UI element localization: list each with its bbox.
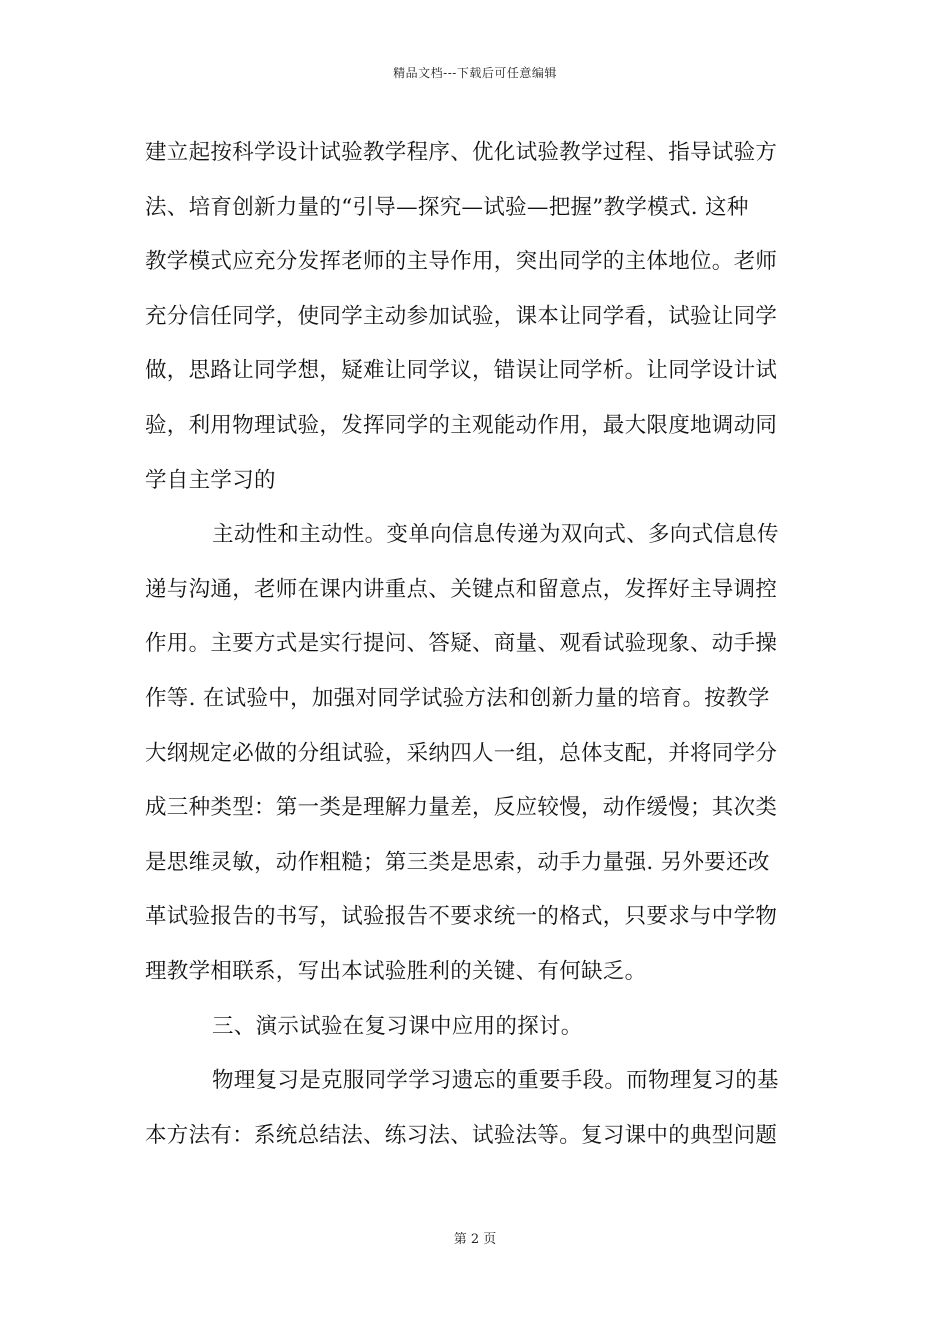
text-line: 验，利用物理试验，发挥同学的主观能动作用，最大限度地调动同 [145,412,778,438]
paragraph-start-line: 主动性和主动性。变单向信息传递为双向式、多向式信息传 [212,522,779,548]
text-line: 大纲规定必做的分组试验，采纳四人一组，总体支配，并将同学分 [145,740,778,766]
text-line: 递与沟通，老师在课内讲重点、关键点和留意点，发挥好主导调控 [145,576,778,602]
text-line: 作用。主要方式是实行提问、答疑、商量、观看试验现象、动手操 [145,631,778,657]
page-header: 精品文档---下载后可任意编辑 [393,66,557,80]
section-heading: 三、演示试验在复习课中应用的探讨。 [212,1013,583,1039]
text-line: 建立起按科学设计试验教学程序、优化试验教学过程、指导试验方 [145,140,778,165]
text-line: 革试验报告的书写，试验报告不要求统一的格式，只要求与中学物 [145,904,778,930]
text-line: 充分信任同学，使同学主动参加试验，课本让同学看，试验让同学 [145,303,778,329]
page-number: 第 2 页 [453,1232,497,1247]
text-line: 做，思路让同学想，疑难让同学议，错误让同学析。让同学设计试 [145,358,778,384]
text-line: 成三种类型：第一类是理解力量差，反应较慢，动作缓慢；其次类 [145,795,778,821]
text-line: 理教学相联系，写出本试验胜利的关键、有何缺乏。 [145,958,647,984]
document-body [145,126,807,1163]
text-line: 教学模式应充分发挥老师的主导作用，突出同学的主体地位。老师 [145,249,778,275]
text-line: 作等. 在试验中，加强对同学试验方法和创新力量的培育。按教学 [145,685,770,711]
text-line: 是思维灵敏，动作粗糙；第三类是思索，动手力量强. 另外要还改 [145,849,770,875]
text-line: 本方法有：系统总结法、练习法、试验法等。复习课中的典型问题 [145,1122,778,1148]
text-line: 法、培育创新力量的“引导—探究—试验—把握”教学模式. 这种 [145,194,749,220]
paragraph-start-line: 物理复习是克服同学学习遗忘的重要手段。而物理复习的基 [212,1068,779,1094]
text-line: 学自主学习的 [145,467,276,493]
